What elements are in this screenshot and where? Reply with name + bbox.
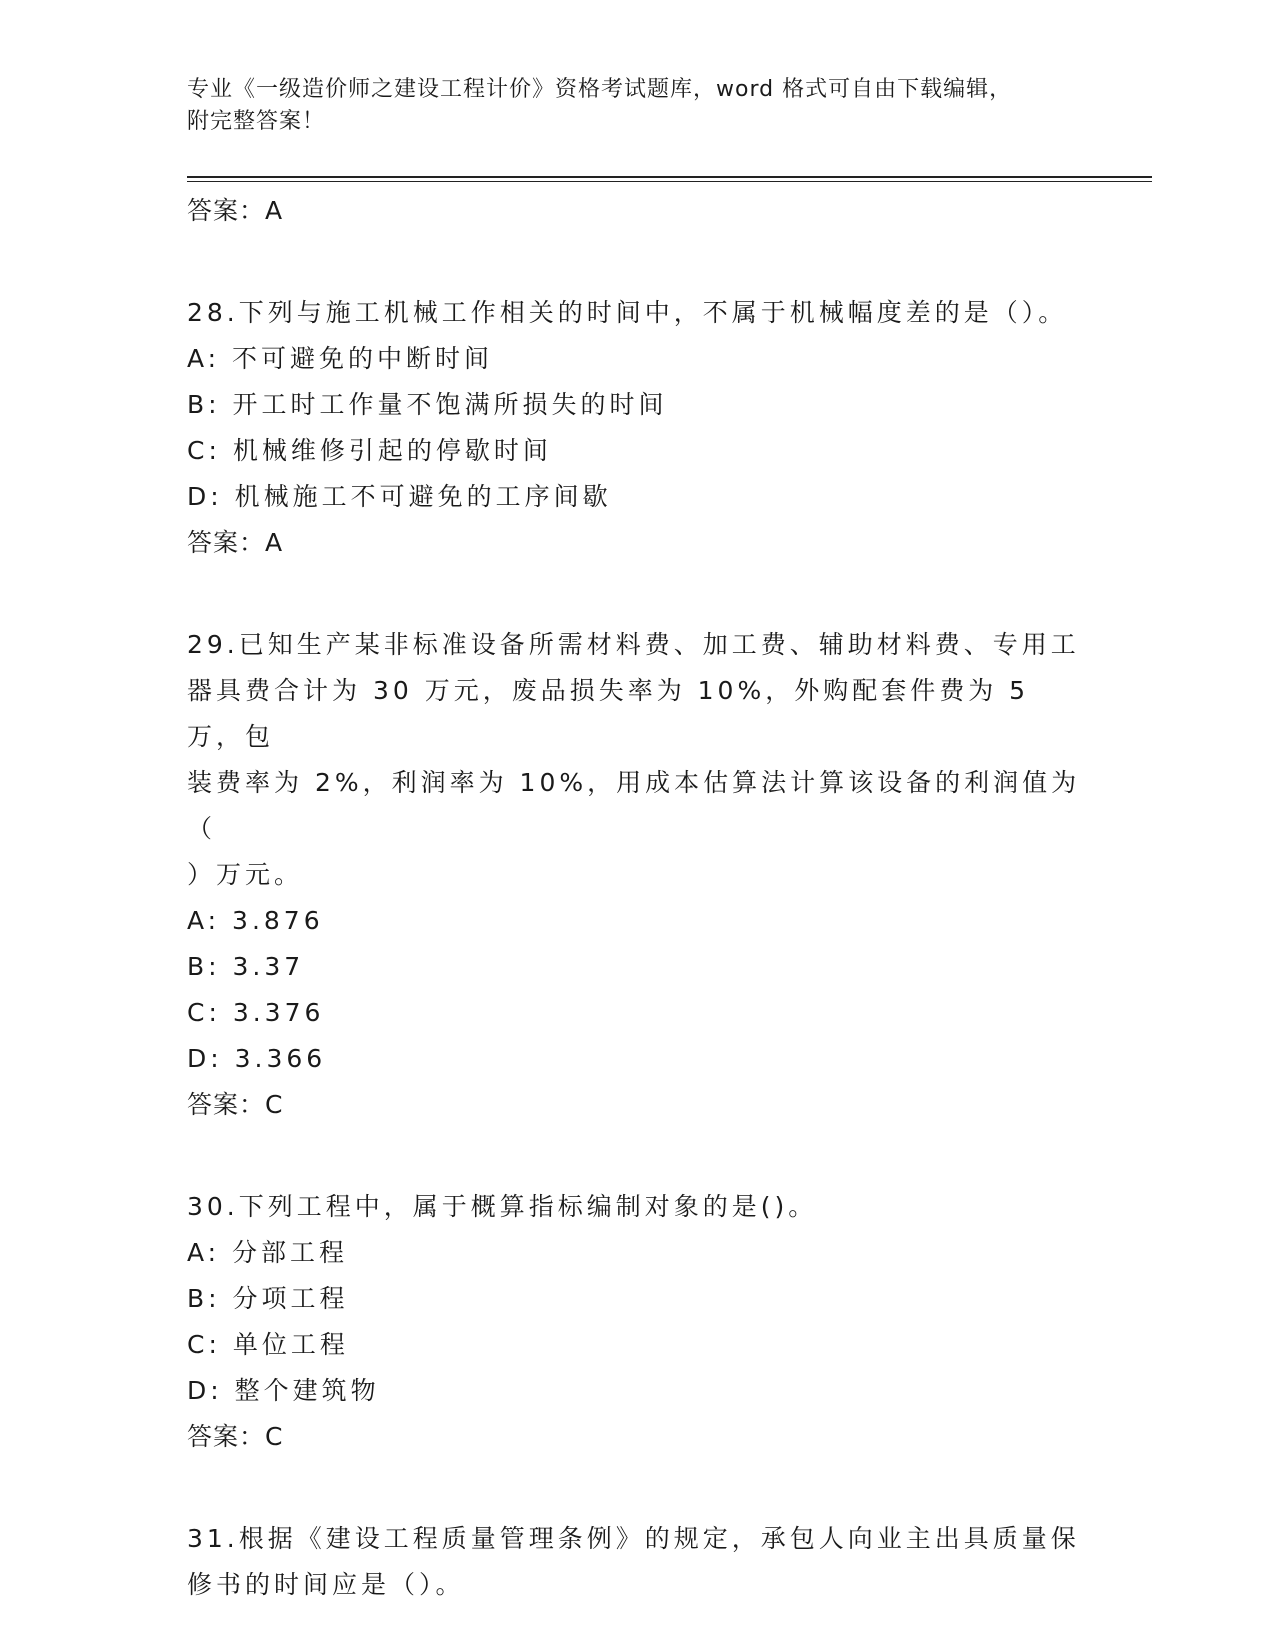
question-text-line-1: 31.根据《建设工程质量管理条例》的规定，承包人向业主出具质量保 bbox=[187, 1524, 1080, 1553]
answer-line: 答案：C bbox=[187, 1422, 284, 1451]
header-line-2: 附完整答案！ bbox=[187, 109, 326, 134]
spacer bbox=[187, 1460, 1087, 1516]
question-text: 30.下列工程中，属于概算指标编制对象的是()。 bbox=[187, 1192, 818, 1221]
header-divider-thin bbox=[187, 181, 1152, 182]
question-content bbox=[187, 188, 1087, 1608]
option-b: B: 3.37 bbox=[187, 952, 305, 981]
document-header bbox=[187, 74, 1087, 138]
question-text: 28.下列与施工机械工作相关的时间中，不属于机械幅度差的是（）。 bbox=[187, 298, 1068, 327]
option-a: A: 3.876 bbox=[187, 906, 324, 935]
question-text-line-3: 装费率为 2%，利润率为 10%，用成本估算法计算该设备的利润值为（ bbox=[187, 768, 1081, 843]
question-text-line-2: 修书的时间应是（）。 bbox=[187, 1570, 465, 1599]
option-a: A: 不可避免的中断时间 bbox=[187, 344, 494, 373]
option-d: D: 3.366 bbox=[187, 1044, 327, 1073]
spacer bbox=[187, 566, 1087, 622]
option-c: C: 机械维修引起的停歇时间 bbox=[187, 436, 552, 465]
header-line-1: 专业《一级造价师之建设工程计价》资格考试题库，word 格式可自由下载编辑， bbox=[187, 77, 1013, 102]
option-a: A: 分部工程 bbox=[187, 1238, 349, 1267]
answer-line: 答案：A bbox=[187, 196, 284, 225]
option-b: B: 分项工程 bbox=[187, 1284, 349, 1313]
question-text-line-4: ）万元。 bbox=[187, 860, 304, 889]
answer-line: 答案：A bbox=[187, 528, 284, 557]
option-c: C: 单位工程 bbox=[187, 1330, 349, 1359]
question-block-29 bbox=[187, 622, 1087, 1128]
question-block-28 bbox=[187, 290, 1087, 566]
option-d: D: 机械施工不可避免的工序间歇 bbox=[187, 482, 612, 511]
question-text-line-1: 29.已知生产某非标准设备所需材料费、加工费、辅助材料费、专用工 bbox=[187, 630, 1080, 659]
question-block-30 bbox=[187, 1184, 1087, 1460]
option-d: D: 整个建筑物 bbox=[187, 1376, 380, 1405]
option-c: C: 3.376 bbox=[187, 998, 325, 1027]
option-b: B: 开工时工作量不饱满所损失的时间 bbox=[187, 390, 668, 419]
question-text-line-2: 器具费合计为 30 万元，废品损失率为 10%，外购配套件费为 5 万，包 bbox=[187, 676, 1042, 751]
spacer bbox=[187, 1128, 1087, 1184]
header-divider-thick bbox=[187, 176, 1152, 178]
answer-line: 答案：C bbox=[187, 1090, 284, 1119]
question-block-31 bbox=[187, 1516, 1087, 1608]
spacer bbox=[187, 234, 1087, 290]
